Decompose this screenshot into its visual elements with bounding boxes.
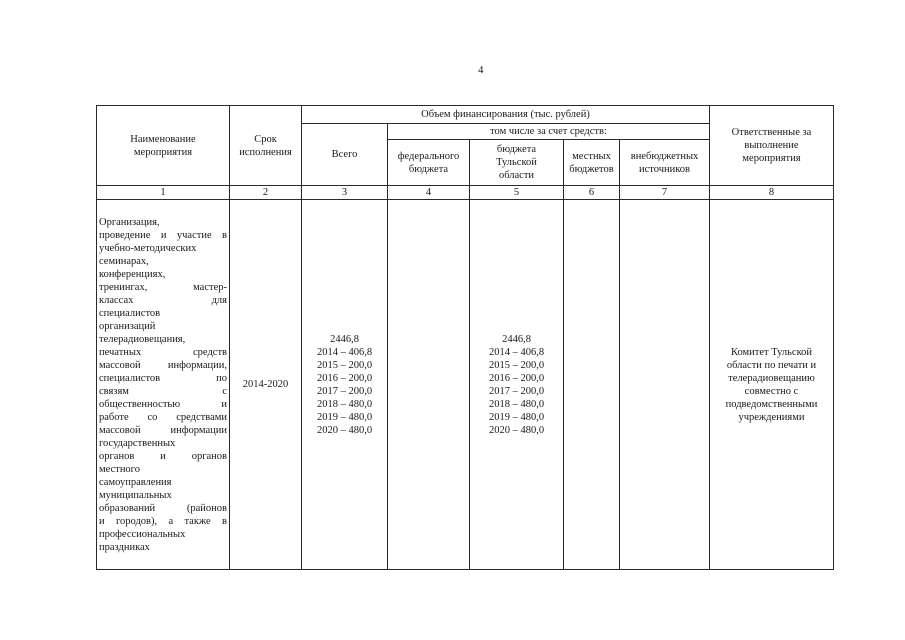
activity-name-line: семинарах, [99,255,149,267]
header-term: Срок исполнения [230,106,302,186]
activity-name-line: образований (районов [99,502,227,514]
activity-name [97,200,230,570]
activity-name-line: общественностью и [99,398,227,410]
header-local: местных бюджетов [564,140,620,186]
total-amount-line: 2019 – 480,0 [316,411,373,423]
total-amount-line: 2017 – 200,0 [316,385,373,397]
federal-amounts [388,200,470,570]
activity-term: 2014-2020 [230,200,302,570]
total-amounts [302,200,388,570]
column-number: 3 [302,186,388,200]
column-number: 4 [388,186,470,200]
activity-name-line: тренингах, мастер- [99,281,227,293]
activity-name-line: печатных средств [99,346,227,358]
local-amounts [564,200,620,570]
header-including: том числе за счет средств: [388,124,710,140]
activity-name-line: проведение и участие в [99,229,227,241]
column-number: 8 [710,186,834,200]
activity-name-line: массовой информации [99,424,227,436]
activity-name-line: организаций [99,320,156,332]
responsible-line: совместно с [744,385,799,397]
activity-name-line: праздниках [99,541,150,553]
activity-name-line: муниципальных [99,489,172,501]
activity-name-line: связям с [99,385,227,397]
regional-amount-line: 2015 – 200,0 [488,359,545,371]
activity-name-line: специалистов по [99,372,227,384]
regional-amount-line: 2018 – 480,0 [488,398,545,410]
activity-name-line: Организация, [99,216,160,228]
column-number: 5 [470,186,564,200]
activity-name-line: телерадиовещания, [99,333,186,345]
regional-amount-line: 2017 – 200,0 [488,385,545,397]
responsible-line: подведомственными [725,398,818,410]
column-number: 6 [564,186,620,200]
activity-name-line: учебно-методических [99,242,197,254]
header-financing: Объем финансирования (тыс. рублей) [302,106,710,124]
activity-name-line: конференциях, [99,268,166,280]
financing-table [96,105,834,570]
table-row [97,200,834,570]
total-amount-line: 2016 – 200,0 [316,372,373,384]
regional-amount-line: 2446,8 [502,333,531,345]
header-name: Наименование мероприятия [97,106,230,186]
responsible-line: Комитет Тульской [730,346,813,358]
regional-amount-line: 2020 – 480,0 [488,424,545,436]
total-amount-line: 2015 – 200,0 [316,359,373,371]
activity-name-line: органов и органов [99,450,227,462]
activity-name-line: и городов), а также в [99,515,227,527]
total-amount-line: 2020 – 480,0 [316,424,373,436]
activity-name-line: специалистов [99,307,161,319]
column-number: 1 [97,186,230,200]
activity-name-line: работе со средствами [99,411,227,423]
total-amount-line: 2446,8 [330,333,359,345]
responsible-line: области по печати и [726,359,817,371]
activity-name-line: государственных [99,437,176,449]
header-total: Всего [302,124,388,186]
column-number-row [97,186,834,200]
column-number: 7 [620,186,710,200]
header-federal: федерального бюджета [388,140,470,186]
column-number: 2 [230,186,302,200]
regional-amount-line: 2014 – 406,8 [488,346,545,358]
activity-name-line: самоуправления [99,476,172,488]
activity-name-line: профессиональных [99,528,186,540]
activity-name-line: местного [99,463,140,475]
responsible-line: телерадиовещанию [728,372,815,384]
extra-amounts [620,200,710,570]
header-extra: внебюджетных источников [620,140,710,186]
responsible-line: учреждениями [738,411,805,423]
responsible-party [710,200,834,570]
header-responsible: Ответственные за выполнение мероприятия [710,106,834,186]
header-regional: бюджета Тульской области [470,140,564,186]
regional-amount-line: 2019 – 480,0 [488,411,545,423]
regional-amounts [470,200,564,570]
total-amount-line: 2014 – 406,8 [316,346,373,358]
page-number: 4 [478,64,484,76]
activity-name-line: массовой информации, [99,359,227,371]
total-amount-line: 2018 – 480,0 [316,398,373,410]
regional-amount-line: 2016 – 200,0 [488,372,545,384]
activity-name-line: классах для [99,294,227,306]
